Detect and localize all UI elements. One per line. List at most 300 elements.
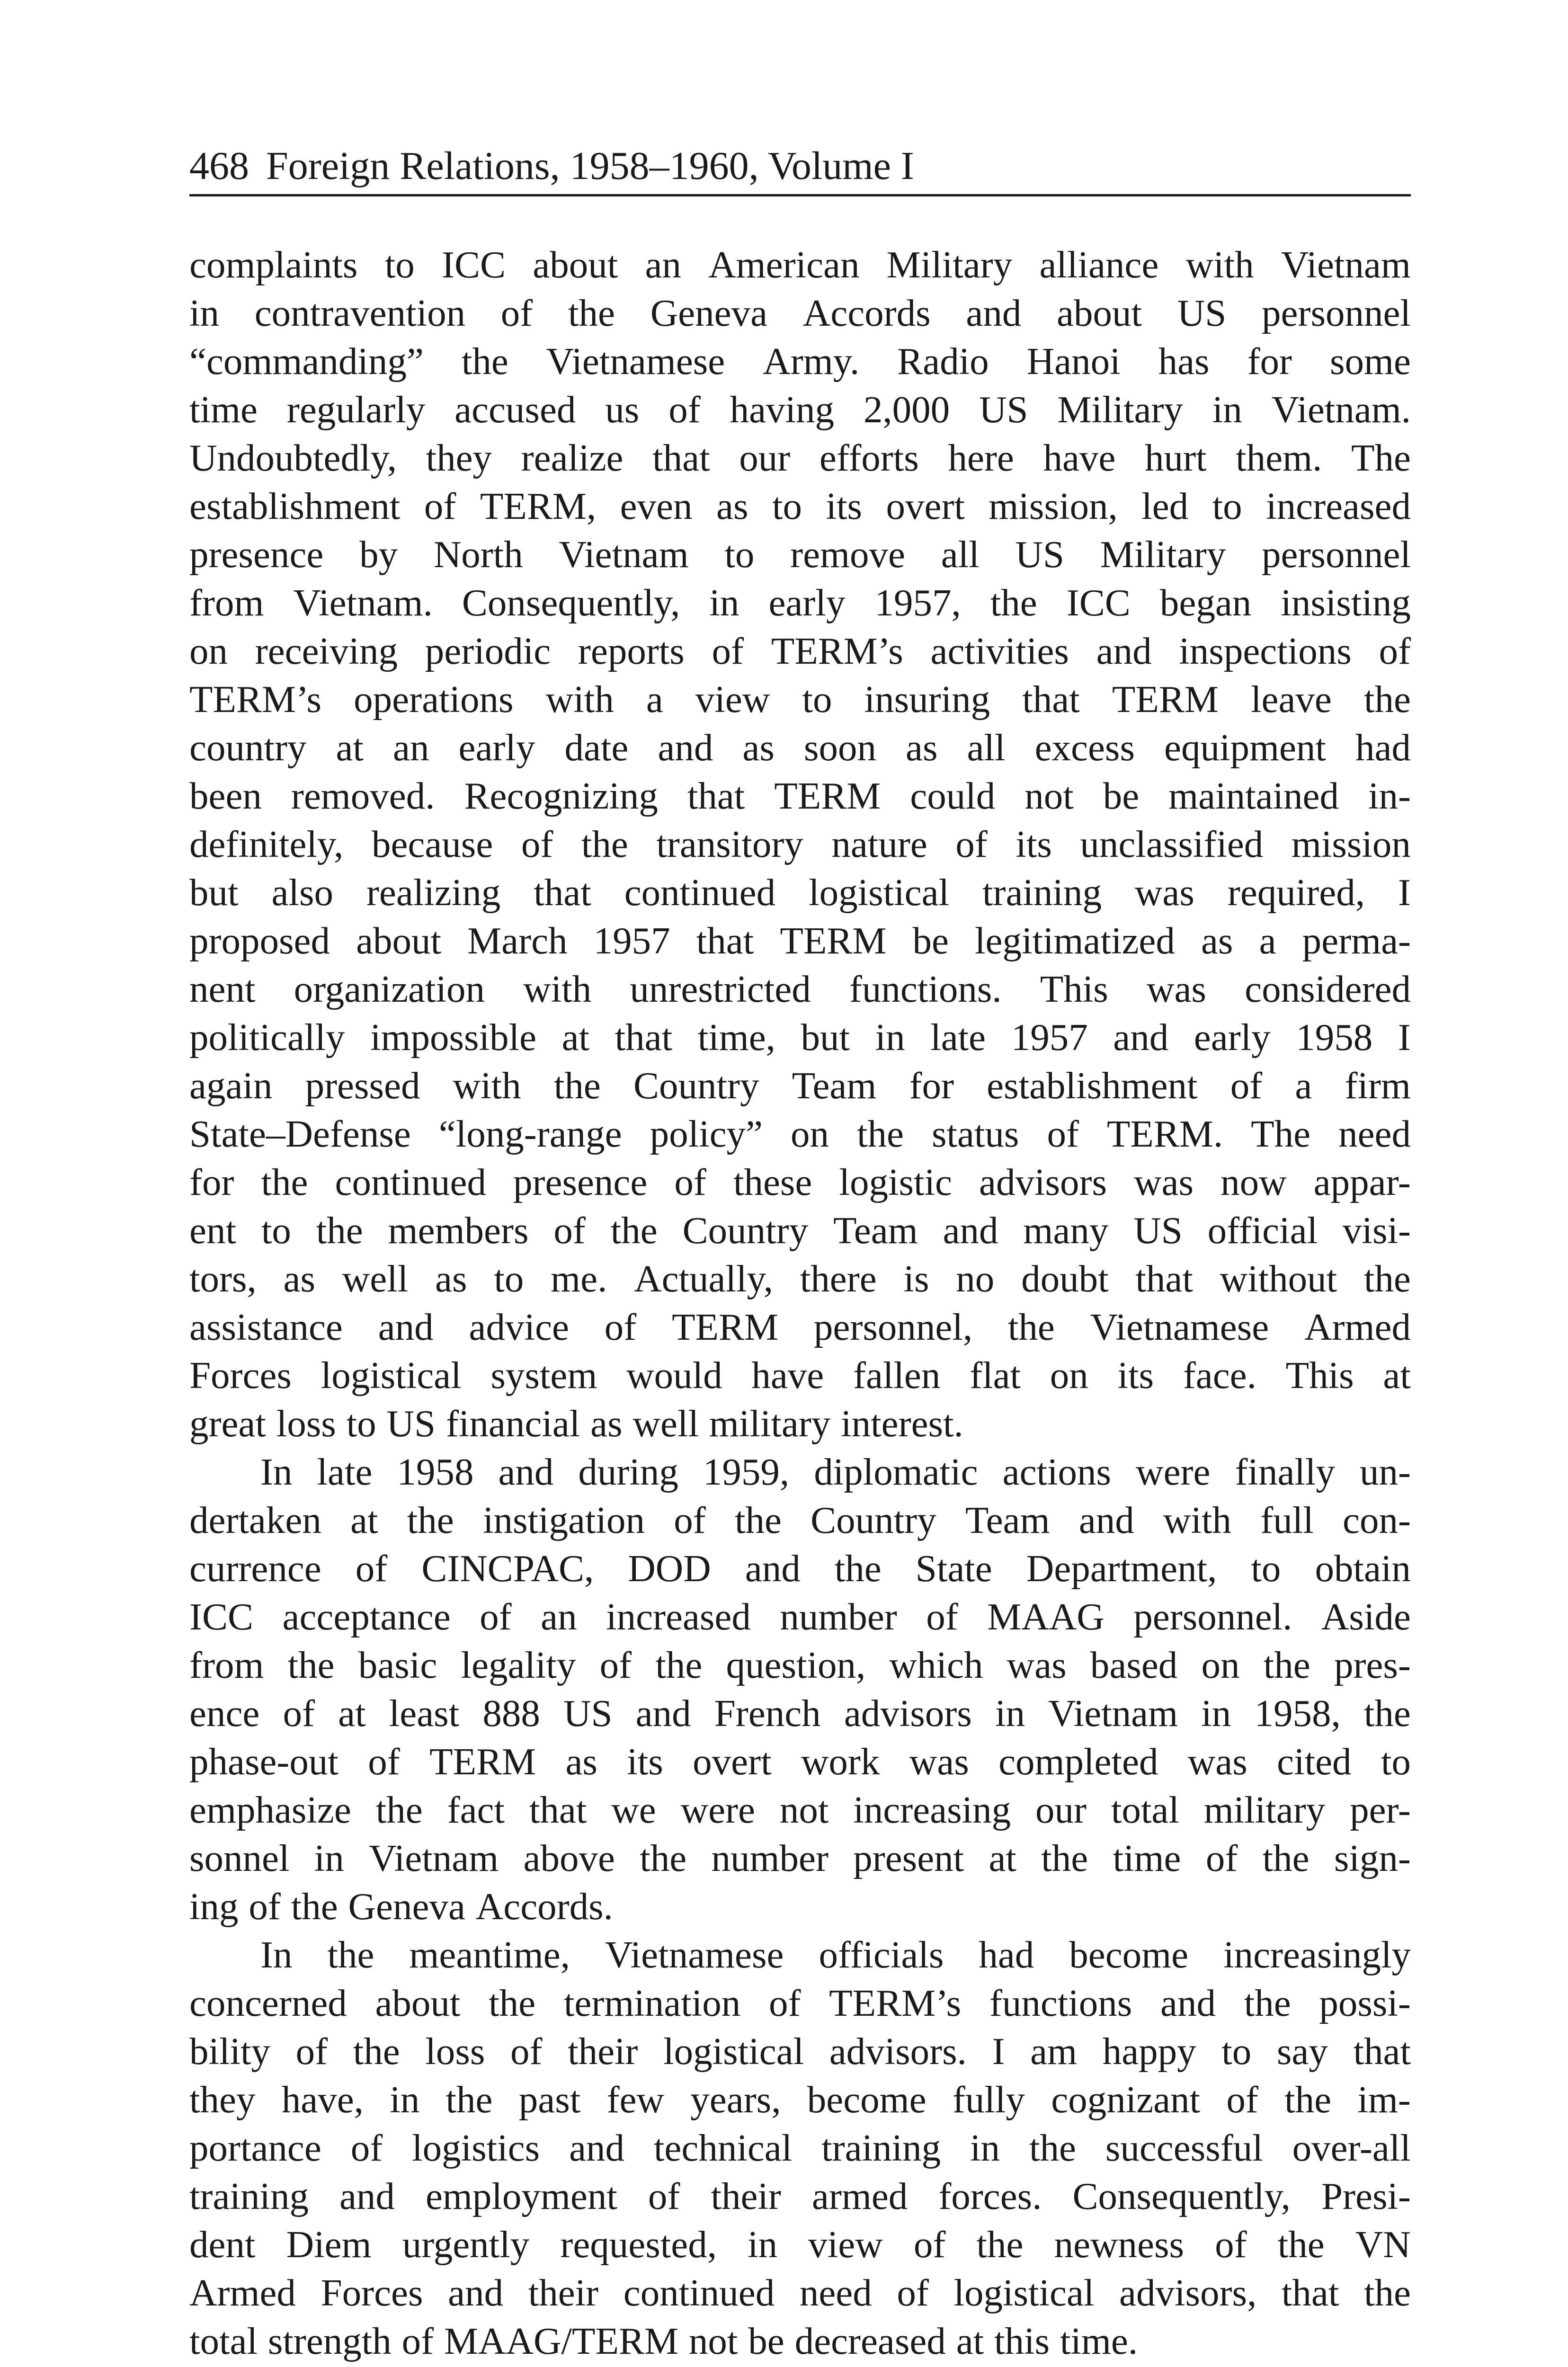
word: with: [523, 968, 592, 1010]
text-line: [189, 675, 1411, 723]
word: currence: [189, 1547, 321, 1590]
word: MAAG/TERM: [444, 2320, 679, 2362]
word: fully: [952, 2078, 1025, 2121]
word: advice: [469, 1306, 569, 1348]
word: DOD: [628, 1547, 711, 1590]
text-line: [189, 1399, 1411, 1448]
text-line: [189, 1641, 1411, 1689]
word: dent: [189, 2223, 256, 2266]
word: total: [1111, 1789, 1179, 1831]
word: required,: [1227, 871, 1365, 914]
word: and: [635, 1692, 691, 1735]
word: obtain: [1315, 1547, 1411, 1590]
word: This: [1040, 968, 1108, 1010]
word: phase-out: [189, 1740, 339, 1783]
word: a: [646, 678, 663, 721]
word: cited: [1277, 1740, 1352, 1783]
word: strength: [267, 2320, 392, 2362]
word: TERM’s: [829, 1982, 962, 2024]
text-line: [189, 2220, 1411, 2269]
word: be: [748, 2320, 784, 2362]
word: excess: [1034, 726, 1135, 769]
word: of: [368, 1740, 400, 1783]
word: accused: [454, 388, 576, 431]
word: TERM’s: [189, 678, 322, 721]
word: organization: [294, 968, 485, 1010]
word: Military: [1100, 533, 1226, 576]
word: of: [648, 2175, 680, 2217]
word: its: [1117, 1354, 1154, 1397]
word: portance: [189, 2127, 321, 2169]
word: even: [620, 485, 693, 527]
word: Country: [682, 1209, 809, 1252]
word: and: [1096, 630, 1152, 672]
word: ent: [189, 1209, 236, 1252]
word: of: [283, 1692, 315, 1735]
word: In: [260, 1450, 293, 1493]
word: State: [915, 1547, 992, 1590]
word: of: [355, 1547, 388, 1590]
word: the: [353, 2030, 400, 2073]
word: Hanoi: [1026, 340, 1121, 383]
word: flat: [970, 1354, 1021, 1397]
word: personnel.: [1133, 1595, 1292, 1638]
word: financial: [445, 1402, 580, 1445]
text-line: [189, 772, 1411, 820]
word: no: [956, 1257, 995, 1300]
text-line: [189, 2317, 1411, 2365]
word: could: [910, 774, 996, 817]
word: Accords: [802, 292, 931, 334]
text-line: [189, 482, 1411, 530]
word: 2,000: [863, 388, 950, 431]
word: view: [808, 2223, 883, 2266]
word: that: [1353, 2030, 1411, 2073]
text-line: [189, 868, 1411, 917]
word: for: [189, 1161, 234, 1203]
word: by: [359, 533, 398, 576]
text-line: [189, 1834, 1411, 1882]
word: logistical: [953, 2271, 1095, 2314]
word: without: [1220, 1257, 1337, 1300]
word: I: [992, 2030, 1005, 2073]
word: and: [1113, 1016, 1169, 1059]
word: functions: [989, 1982, 1132, 2024]
word: of: [668, 388, 701, 431]
word: need: [799, 2271, 872, 2314]
word: and: [378, 1306, 434, 1348]
word: US: [386, 1402, 436, 1445]
word: an: [541, 1595, 577, 1638]
word: full: [1260, 1499, 1314, 1541]
word: that: [652, 436, 710, 479]
word: happy: [1102, 2030, 1196, 2073]
word: training: [982, 871, 1102, 914]
word: these: [733, 1161, 812, 1203]
word: unrestricted: [630, 968, 811, 1010]
word: that: [1135, 1257, 1193, 1300]
word: well: [633, 1402, 699, 1445]
word: was: [1134, 871, 1194, 914]
word: in: [995, 1692, 1025, 1735]
word: insisting: [1281, 581, 1411, 624]
word: time: [189, 388, 258, 431]
word: our: [1035, 1789, 1087, 1831]
word: from: [189, 1644, 264, 1686]
word: members: [388, 1209, 529, 1252]
word: as: [906, 726, 938, 769]
word: all: [967, 726, 1006, 769]
word: overt: [693, 1740, 772, 1783]
word: about: [375, 1982, 461, 2024]
word: technical: [653, 2127, 793, 2169]
word: to: [261, 1209, 291, 1252]
word: Vietnamese: [546, 340, 725, 383]
text-line: [189, 1013, 1411, 1061]
word: which: [889, 1644, 983, 1686]
word: im-: [1357, 2078, 1411, 2121]
word: 1957,: [874, 581, 961, 624]
word: based: [1090, 1644, 1178, 1686]
word: few: [606, 2078, 664, 2121]
word: here: [948, 436, 1014, 479]
word: interest.: [841, 1402, 963, 1445]
word: and: [569, 2127, 625, 2169]
word: time: [1113, 1837, 1181, 1879]
word: to: [1221, 2030, 1252, 2073]
word: the: [1364, 2271, 1411, 2314]
word: question,: [726, 1644, 866, 1686]
word: basic: [358, 1644, 437, 1686]
text-line: [189, 627, 1411, 675]
word: of: [674, 1161, 706, 1203]
word: acceptance: [282, 1595, 451, 1638]
word: was: [909, 1740, 969, 1783]
word: the: [489, 1982, 536, 2024]
word: about: [533, 243, 618, 286]
word: in: [189, 292, 220, 334]
word: have,: [281, 2078, 364, 2121]
word: was: [1007, 1644, 1067, 1686]
word: during: [578, 1450, 678, 1493]
word: led: [1141, 485, 1189, 527]
word: of: [604, 1306, 637, 1348]
word: would: [626, 1354, 722, 1397]
word: forces.: [938, 2175, 1042, 2217]
text-line: [189, 2075, 1411, 2124]
word: Vietnam.: [1271, 388, 1411, 431]
word: am: [1030, 2030, 1078, 2073]
word: proposed: [189, 919, 330, 962]
word: per-: [1350, 1789, 1411, 1831]
word: VN: [1355, 2223, 1411, 2266]
word: of: [913, 2223, 946, 2266]
word: training: [821, 2127, 941, 2169]
word: the: [1277, 2223, 1325, 2266]
word: nature: [831, 823, 927, 865]
word: 1957: [1011, 1016, 1088, 1059]
text-line: [189, 1979, 1411, 2027]
word: regularly: [286, 388, 426, 431]
text-line: [189, 1255, 1411, 1303]
word: in: [709, 581, 739, 624]
word: of: [350, 2127, 383, 2169]
word: but: [189, 871, 239, 914]
word: and: [448, 2271, 504, 2314]
word: that: [534, 871, 591, 914]
word: functions.: [849, 968, 1002, 1010]
word: Team: [833, 1209, 918, 1252]
word: Presi-: [1321, 2175, 1411, 2217]
word: pres-: [1334, 1644, 1411, 1686]
word: this: [994, 2320, 1050, 2362]
word: of: [249, 1885, 281, 1928]
word: impossible: [370, 1016, 537, 1059]
word: say: [1276, 2030, 1328, 2073]
word: its: [627, 1740, 663, 1783]
word: 1958,: [1254, 1692, 1341, 1735]
word: of: [480, 1595, 512, 1638]
word: instigation: [482, 1499, 645, 1541]
word: insuring: [864, 678, 990, 721]
word: the: [407, 1499, 454, 1541]
word: had: [979, 1933, 1034, 1976]
word: was: [1146, 968, 1206, 1010]
word: the: [568, 292, 615, 334]
word: of: [510, 2030, 543, 2073]
word: Team: [965, 1499, 1050, 1541]
word: early: [1194, 1016, 1271, 1059]
word: not: [1025, 774, 1074, 817]
word: hurt: [1145, 436, 1207, 479]
word: that: [1281, 2271, 1339, 2314]
text-line: [189, 1882, 1411, 1931]
word: need: [1338, 1112, 1411, 1155]
word: to: [802, 678, 832, 721]
word: mission: [1291, 823, 1411, 865]
word: number: [711, 1837, 829, 1879]
word: presence: [513, 1161, 648, 1203]
word: ICC: [1066, 581, 1131, 624]
text-line: [189, 240, 1411, 289]
word: and: [1160, 1982, 1216, 2024]
word: the: [553, 1064, 601, 1107]
word: increasingly: [1223, 1933, 1411, 1976]
text-line: [189, 1689, 1411, 1737]
word: definitely,: [189, 823, 344, 865]
word: Army.: [763, 340, 860, 383]
text-line: [189, 1110, 1411, 1158]
word: employment: [425, 2175, 617, 2217]
word: military: [709, 1402, 831, 1445]
text-line: [189, 578, 1411, 627]
word: the: [734, 1499, 782, 1541]
word: doubt: [1021, 1257, 1109, 1300]
word: having: [730, 388, 835, 431]
word: of: [295, 2030, 328, 2073]
word: perma-: [1302, 919, 1411, 962]
word: Armed: [189, 2271, 296, 2314]
word: they: [189, 2078, 256, 2121]
word: and: [498, 1450, 554, 1493]
word: logistical: [809, 871, 950, 914]
word: concerned: [189, 1982, 347, 2024]
text-line: [189, 1593, 1411, 1641]
word: This: [1285, 1354, 1354, 1397]
word: inspections: [1179, 630, 1352, 672]
word: alliance: [1039, 243, 1159, 286]
word: personnel,: [813, 1306, 973, 1348]
word: become: [807, 2078, 927, 2121]
word: requested,: [560, 2223, 717, 2266]
word: as: [590, 1402, 623, 1445]
word: late: [317, 1450, 373, 1493]
word: operations: [354, 678, 514, 721]
word: and: [966, 292, 1022, 334]
word: time,: [697, 1016, 775, 1059]
word: there: [800, 1257, 877, 1300]
word: loss: [276, 1402, 336, 1445]
word: logistical: [663, 2030, 804, 2073]
word: I: [1398, 871, 1411, 914]
word: over-all: [1292, 2127, 1411, 2169]
word: logistic: [839, 1161, 952, 1203]
word: as: [435, 1257, 467, 1300]
text-line: [189, 337, 1411, 385]
word: increasing: [853, 1789, 1011, 1831]
word: at: [561, 1016, 590, 1059]
word: to: [384, 243, 415, 286]
word: North: [433, 533, 523, 576]
word: loss: [425, 2030, 485, 2073]
word: of: [768, 1982, 801, 2024]
word: completed: [998, 1740, 1158, 1783]
text-line: [189, 1496, 1411, 1544]
word: advisors,: [1119, 2271, 1257, 2314]
word: is: [903, 1257, 929, 1300]
word: in: [875, 1016, 905, 1059]
word: Geneva: [348, 1885, 465, 1928]
word: to: [772, 485, 802, 527]
word: un-: [1359, 1450, 1411, 1493]
word: State–Defense: [189, 1112, 411, 1155]
word: Vietnamese: [605, 1933, 784, 1976]
word: finally: [1235, 1450, 1335, 1493]
word: the: [1263, 1644, 1310, 1686]
word: Radio: [897, 340, 989, 383]
word: on: [791, 1112, 829, 1155]
text-line: [189, 385, 1411, 434]
text-line: [189, 1448, 1411, 1496]
word: of: [1047, 1112, 1079, 1155]
word: at: [1383, 1354, 1411, 1397]
word: unclassified: [1080, 823, 1264, 865]
word: efforts: [819, 436, 919, 479]
word: at: [336, 726, 364, 769]
word: for: [1247, 340, 1292, 383]
word: an: [393, 726, 429, 769]
word: to: [494, 1257, 524, 1300]
word: the: [1041, 1837, 1088, 1879]
word: with: [1163, 1499, 1232, 1541]
text-line: [189, 917, 1411, 965]
word: as: [742, 726, 775, 769]
word: and: [658, 726, 713, 769]
word: at: [956, 2320, 984, 2362]
word: the: [1244, 1982, 1291, 2024]
word: US: [1177, 292, 1227, 334]
word: TERM: [1112, 678, 1219, 721]
word: the: [1363, 1692, 1411, 1735]
word: in: [1212, 388, 1242, 431]
word: early: [458, 726, 535, 769]
word: with: [1185, 243, 1254, 286]
word: their: [568, 2030, 638, 2073]
word: face.: [1183, 1354, 1256, 1397]
word: bility: [189, 2030, 271, 2073]
word: Consequently,: [1072, 2175, 1291, 2217]
word: of: [674, 1499, 706, 1541]
word: TERM: [780, 919, 887, 962]
word: Actually,: [634, 1257, 774, 1300]
running-title: Foreign Relations, 1958–1960, Volume I: [266, 144, 914, 188]
word: “commanding”: [189, 340, 424, 383]
word: Accords.: [475, 1885, 613, 1928]
word: that: [615, 1016, 673, 1059]
word: the: [261, 1161, 308, 1203]
word: the: [1364, 678, 1411, 721]
word: of: [424, 485, 456, 527]
word: personnel: [1262, 292, 1411, 334]
word: to: [1212, 485, 1242, 527]
word: Vietnam: [1048, 1692, 1178, 1735]
text-line: [189, 2269, 1411, 2317]
page-number: 468: [189, 144, 249, 188]
word: to: [346, 1402, 376, 1445]
text-line: [189, 723, 1411, 772]
word: Country: [811, 1499, 936, 1541]
word: fallen: [853, 1354, 941, 1397]
word: of: [1215, 2223, 1247, 2266]
text-line: [189, 1206, 1411, 1255]
word: TERM,: [480, 485, 597, 527]
word: the: [1363, 1257, 1411, 1300]
word: urgently: [402, 2223, 530, 2266]
word: time.: [1060, 2320, 1138, 2362]
word: logistical: [321, 1354, 462, 1397]
word: tors,: [189, 1257, 257, 1300]
word: In: [260, 1933, 293, 1976]
word: began: [1159, 581, 1252, 624]
text-line: [189, 530, 1411, 578]
word: become: [1069, 1933, 1189, 1976]
word: the: [1262, 1837, 1310, 1879]
word: its: [826, 485, 863, 527]
word: of: [897, 2271, 929, 2314]
word: Recognizing: [464, 774, 658, 817]
word: were: [680, 1789, 755, 1831]
word: legitimatized: [975, 919, 1175, 962]
word: me.: [551, 1257, 607, 1300]
word: and: [1078, 1499, 1134, 1541]
word: about: [356, 919, 442, 962]
word: continued: [624, 871, 776, 914]
word: in-: [1368, 774, 1411, 817]
word: soon: [803, 726, 876, 769]
word: mission,: [989, 485, 1118, 527]
word: they: [426, 436, 492, 479]
word: about: [1057, 292, 1142, 334]
